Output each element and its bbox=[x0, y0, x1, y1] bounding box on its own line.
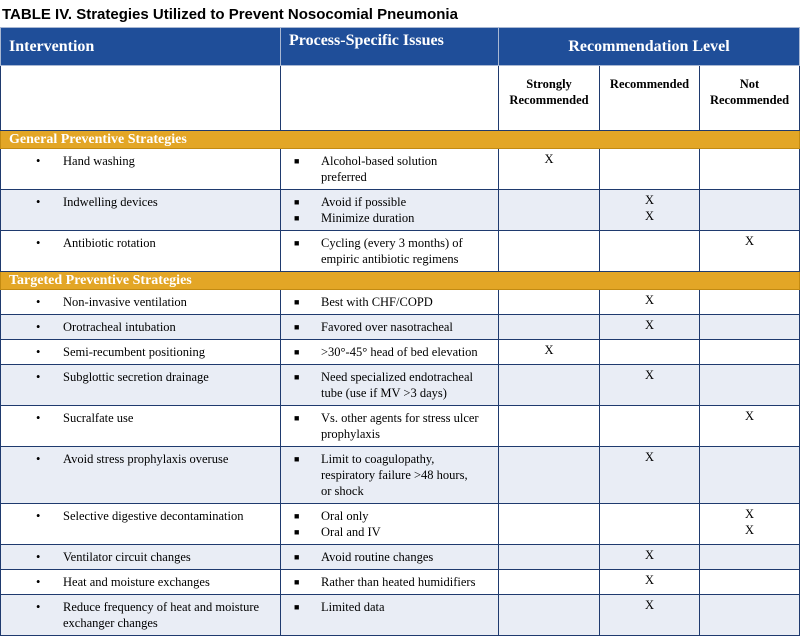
table-row bbox=[1, 340, 800, 365]
recommended-cell bbox=[600, 290, 700, 315]
table-body bbox=[1, 131, 800, 636]
check-mark: X bbox=[745, 507, 755, 521]
issues-cell bbox=[281, 190, 499, 231]
table-row bbox=[1, 290, 800, 315]
not-recommended-cell bbox=[700, 545, 800, 570]
issue-text: Alcohol-based solution bbox=[321, 154, 438, 168]
strongly-recommended-cell bbox=[499, 406, 600, 447]
check-mark: X bbox=[644, 573, 655, 587]
table-title bbox=[2, 4, 458, 26]
issue-text: prophylaxis bbox=[321, 427, 381, 441]
square-bullet-icon: ■ bbox=[294, 197, 300, 207]
square-bullet-icon: ■ bbox=[294, 602, 300, 612]
check-mark: X bbox=[644, 318, 655, 332]
issue-item bbox=[294, 410, 498, 442]
issue-text: Minimize duration bbox=[321, 211, 415, 225]
issue-text: or shock bbox=[321, 484, 364, 498]
square-bullet-icon: ■ bbox=[294, 454, 300, 464]
bullet-icon: • bbox=[36, 600, 41, 614]
check-mark: X bbox=[745, 409, 755, 423]
bullet-icon: • bbox=[36, 550, 41, 564]
square-bullet-icon: ■ bbox=[294, 322, 300, 332]
intervention-text: Hand washing bbox=[63, 154, 135, 168]
issue-item bbox=[294, 574, 498, 590]
issues-cell bbox=[281, 340, 499, 365]
issues-cell bbox=[281, 365, 499, 406]
bullet-icon: • bbox=[36, 509, 41, 523]
issues-cell bbox=[281, 545, 499, 570]
not-recommended-cell bbox=[700, 504, 800, 545]
issue-item bbox=[294, 294, 498, 310]
strongly-recommended-cell bbox=[499, 504, 600, 545]
issue-item bbox=[294, 344, 498, 360]
intervention-cell bbox=[1, 365, 281, 406]
square-bullet-icon: ■ bbox=[294, 297, 300, 307]
strongly-recommended-cell bbox=[499, 149, 600, 190]
header-recommendation: Recommendation Level bbox=[499, 28, 800, 66]
issue-item bbox=[294, 194, 498, 210]
issue-item bbox=[294, 599, 498, 615]
issue-text: Limited data bbox=[321, 600, 385, 614]
bullet-icon: • bbox=[36, 295, 41, 309]
intervention-text: Ventilator circuit changes bbox=[63, 550, 191, 564]
intervention-text: Heat and moisture exchanges bbox=[63, 575, 210, 589]
intervention-text: Semi-recumbent positioning bbox=[63, 345, 205, 359]
not-recommended-cell bbox=[700, 340, 800, 365]
check-mark: X bbox=[544, 343, 554, 357]
issue-item bbox=[294, 319, 498, 335]
issue-text: Best with CHF/COPD bbox=[321, 295, 433, 309]
recommended-cell bbox=[600, 190, 700, 231]
square-bullet-icon: ■ bbox=[294, 577, 300, 587]
intervention-text: Reduce frequency of heat and moisture bbox=[63, 600, 260, 614]
table-row bbox=[1, 149, 800, 190]
issues-cell bbox=[281, 315, 499, 340]
bullet-icon: • bbox=[36, 154, 41, 168]
issue-text: Rather than heated humidifiers bbox=[321, 575, 476, 589]
strongly-recommended-cell bbox=[499, 315, 600, 340]
strongly-recommended-cell bbox=[499, 190, 600, 231]
blank-cell bbox=[281, 66, 499, 131]
issue-item bbox=[294, 235, 498, 267]
not-recommended-cell bbox=[700, 315, 800, 340]
check-mark: X bbox=[544, 152, 554, 166]
table-row bbox=[1, 545, 800, 570]
issues-cell bbox=[281, 570, 499, 595]
intervention-cell bbox=[1, 190, 281, 231]
header-row bbox=[1, 28, 800, 66]
section-row bbox=[1, 272, 800, 290]
recommended-cell bbox=[600, 595, 700, 636]
level-not-recommended: Not Recommended bbox=[700, 66, 800, 131]
bullet-icon: • bbox=[36, 370, 41, 384]
section-row bbox=[1, 131, 800, 149]
table-caption: Strategies Utilized to Prevent Nosocomial Pneumonia bbox=[76, 6, 458, 23]
not-recommended-cell bbox=[700, 406, 800, 447]
issue-text: Need specialized endotracheal bbox=[321, 370, 473, 384]
recommended-cell bbox=[600, 315, 700, 340]
not-recommended-cell bbox=[700, 290, 800, 315]
blank-cell bbox=[1, 66, 281, 131]
intervention-text: Non-invasive ventilation bbox=[63, 295, 187, 309]
strongly-recommended-cell bbox=[499, 231, 600, 272]
not-recommended-cell bbox=[700, 190, 800, 231]
not-recommended-cell bbox=[700, 365, 800, 406]
issues-cell bbox=[281, 149, 499, 190]
issue-text: Avoid routine changes bbox=[321, 550, 434, 564]
intervention-cell bbox=[1, 315, 281, 340]
intervention-cell bbox=[1, 231, 281, 272]
level-header-row bbox=[1, 66, 800, 131]
square-bullet-icon: ■ bbox=[294, 413, 300, 423]
issue-text: >30°-45° head of bed elevation bbox=[321, 345, 478, 359]
bullet-icon: • bbox=[36, 236, 41, 250]
table-row bbox=[1, 504, 800, 545]
issues-cell bbox=[281, 504, 499, 545]
issues-cell bbox=[281, 447, 499, 504]
bullet-icon: • bbox=[36, 195, 41, 209]
strongly-recommended-cell bbox=[499, 290, 600, 315]
section-title: Targeted Preventive Strategies bbox=[1, 272, 800, 290]
table-row bbox=[1, 570, 800, 595]
issue-text: respiratory failure >48 hours, bbox=[321, 468, 468, 482]
check-mark: X bbox=[644, 548, 655, 562]
issue-text: Oral and IV bbox=[321, 525, 381, 539]
issue-text: Avoid if possible bbox=[321, 195, 407, 209]
strongly-recommended-cell bbox=[499, 570, 600, 595]
recommended-cell bbox=[600, 570, 700, 595]
bullet-icon: • bbox=[36, 575, 41, 589]
table-row bbox=[1, 190, 800, 231]
square-bullet-icon: ■ bbox=[294, 511, 300, 521]
not-recommended-cell bbox=[700, 447, 800, 504]
issue-text: Cycling (every 3 months) of bbox=[321, 236, 463, 250]
intervention-text: Indwelling devices bbox=[63, 195, 158, 209]
square-bullet-icon: ■ bbox=[294, 527, 300, 537]
intervention-cell bbox=[1, 149, 281, 190]
intervention-text: Sucralfate use bbox=[63, 411, 134, 425]
intervention-text: Selective digestive decontamination bbox=[63, 509, 244, 523]
intervention-text: exchanger changes bbox=[63, 616, 158, 630]
issue-item bbox=[294, 451, 498, 499]
issue-item bbox=[294, 524, 498, 540]
bullet-icon: • bbox=[36, 411, 41, 425]
issues-cell bbox=[281, 406, 499, 447]
issue-text: Vs. other agents for stress ulcer bbox=[321, 411, 479, 425]
strongly-recommended-cell bbox=[499, 545, 600, 570]
check-mark: X bbox=[644, 209, 655, 223]
intervention-cell bbox=[1, 290, 281, 315]
table-row bbox=[1, 595, 800, 636]
check-mark: X bbox=[745, 234, 755, 248]
check-mark: X bbox=[644, 450, 655, 464]
issues-cell bbox=[281, 290, 499, 315]
table-row bbox=[1, 315, 800, 340]
issue-text: Favored over nasotracheal bbox=[321, 320, 453, 334]
issue-item bbox=[294, 508, 498, 524]
check-mark: X bbox=[644, 293, 655, 307]
bullet-icon: • bbox=[36, 345, 41, 359]
intervention-text: Subglottic secretion drainage bbox=[63, 370, 209, 384]
issues-cell bbox=[281, 231, 499, 272]
intervention-cell bbox=[1, 595, 281, 636]
bullet-icon: • bbox=[36, 320, 41, 334]
intervention-text: Antibiotic rotation bbox=[63, 236, 156, 250]
square-bullet-icon: ■ bbox=[294, 238, 300, 248]
level-strongly-recommended: Strongly Recommended bbox=[499, 66, 600, 131]
table-row bbox=[1, 365, 800, 406]
strongly-recommended-cell bbox=[499, 365, 600, 406]
issue-text: preferred bbox=[321, 170, 367, 184]
strategies-table bbox=[0, 27, 800, 636]
not-recommended-cell bbox=[700, 231, 800, 272]
intervention-cell bbox=[1, 340, 281, 365]
issue-item bbox=[294, 153, 498, 185]
check-mark: X bbox=[644, 193, 655, 207]
issue-item bbox=[294, 549, 498, 565]
table-row bbox=[1, 406, 800, 447]
strongly-recommended-cell bbox=[499, 595, 600, 636]
recommended-cell bbox=[600, 406, 700, 447]
not-recommended-cell bbox=[700, 570, 800, 595]
square-bullet-icon: ■ bbox=[294, 156, 300, 166]
strongly-recommended-cell bbox=[499, 340, 600, 365]
recommended-cell bbox=[600, 340, 700, 365]
intervention-cell bbox=[1, 570, 281, 595]
square-bullet-icon: ■ bbox=[294, 213, 300, 223]
square-bullet-icon: ■ bbox=[294, 347, 300, 357]
check-mark: X bbox=[745, 523, 755, 537]
issue-item bbox=[294, 210, 498, 226]
intervention-cell bbox=[1, 504, 281, 545]
square-bullet-icon: ■ bbox=[294, 372, 300, 382]
header-process: Process-Specific Issues bbox=[281, 28, 499, 66]
header-intervention: Intervention bbox=[1, 28, 281, 66]
check-mark: X bbox=[644, 368, 655, 382]
check-mark: X bbox=[644, 598, 655, 612]
recommended-cell bbox=[600, 545, 700, 570]
issues-cell bbox=[281, 595, 499, 636]
recommended-cell bbox=[600, 149, 700, 190]
intervention-cell bbox=[1, 447, 281, 504]
recommended-cell bbox=[600, 447, 700, 504]
intervention-text: Avoid stress prophylaxis overuse bbox=[63, 452, 229, 466]
intervention-text: Orotracheal intubation bbox=[63, 320, 176, 334]
intervention-cell bbox=[1, 406, 281, 447]
recommended-cell bbox=[600, 365, 700, 406]
level-recommended: Recommended bbox=[600, 66, 700, 131]
issue-text: Limit to coagulopathy, bbox=[321, 452, 435, 466]
issue-text: tube (use if MV >3 days) bbox=[321, 386, 447, 400]
bullet-icon: • bbox=[36, 452, 41, 466]
recommended-cell bbox=[600, 504, 700, 545]
strongly-recommended-cell bbox=[499, 447, 600, 504]
issue-text: Oral only bbox=[321, 509, 369, 523]
not-recommended-cell bbox=[700, 595, 800, 636]
section-title: General Preventive Strategies bbox=[1, 131, 800, 149]
not-recommended-cell bbox=[700, 149, 800, 190]
table-number: TABLE IV. bbox=[2, 6, 73, 23]
square-bullet-icon: ■ bbox=[294, 552, 300, 562]
issue-item bbox=[294, 369, 498, 401]
intervention-cell bbox=[1, 545, 281, 570]
recommended-cell bbox=[600, 231, 700, 272]
table-row bbox=[1, 231, 800, 272]
table-row bbox=[1, 447, 800, 504]
issue-text: empiric antibiotic regimens bbox=[321, 252, 459, 266]
